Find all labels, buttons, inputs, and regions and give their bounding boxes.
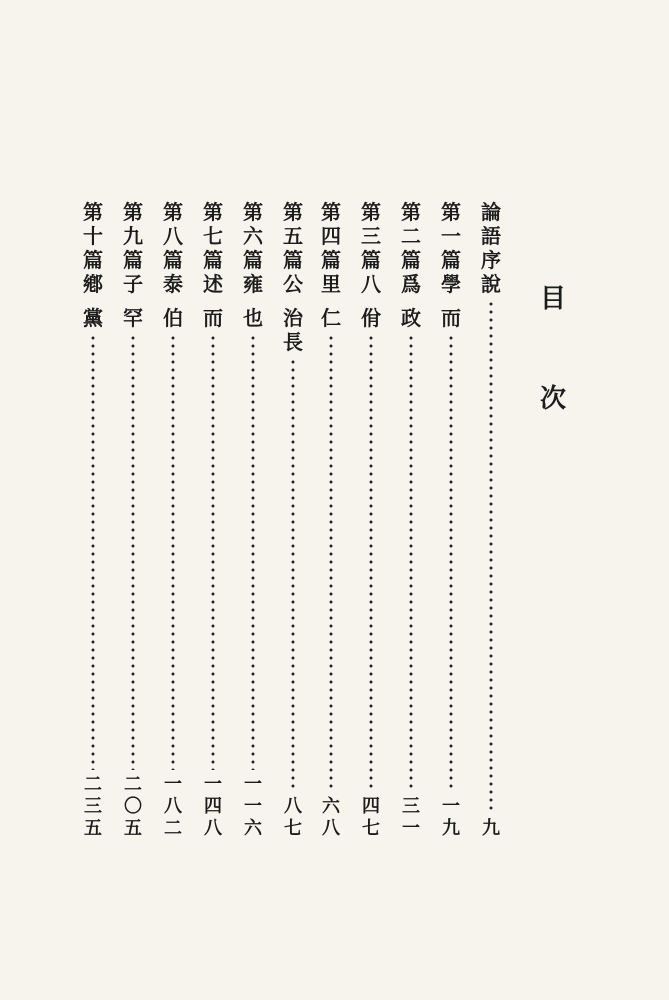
page-number: 四 七 [362,796,380,839]
dot-leader [369,334,373,792]
dot-leader [291,358,295,792]
toc-entry-10[interactable] [80,200,106,840]
entry-title: 第 七 篇 述 而 [203,200,223,330]
dot-leader [329,334,333,792]
dot-leader [449,334,453,792]
toc-entry-7[interactable] [200,200,226,840]
entry-title: 第 六 篇 雍 也 [243,200,263,330]
page-number: 八 七 [284,796,302,839]
page-number: 三 一 [402,796,420,839]
toc-entry-6[interactable] [240,200,266,840]
toc-entry-8[interactable] [160,200,186,840]
toc-entry-2[interactable] [398,200,424,840]
page-number: 九 [482,818,500,839]
entry-title: 第 三 篇 八 佾 [361,200,381,330]
page-number: 二 〇 五 [124,774,142,839]
toc-title [538,284,568,414]
toc-entry-1[interactable] [438,200,464,840]
page-number: 二 三 五 [84,774,102,839]
toc-entry-5[interactable] [280,200,306,840]
dot-leader [251,334,255,770]
entry-title: 第 十 篇 鄕 黨 [83,200,103,330]
page-number: 一 九 [442,796,460,839]
page-number: 六 八 [322,796,340,839]
dot-leader [131,334,135,770]
entry-title: 第 二 篇 爲 政 [401,200,421,330]
toc-entry-9[interactable] [120,200,146,840]
entry-title: 第 九 篇 子 罕 [123,200,143,330]
toc-title-char: 次 [539,384,566,414]
dot-leader [409,334,413,792]
toc-title-char: 目 [539,284,566,314]
dot-leader [171,334,175,770]
page-number: 一 八 二 [164,774,182,839]
toc-entry-4[interactable] [318,200,344,840]
entry-title: 第 四 篇 里 仁 [321,200,341,330]
page-number: 一 一 六 [244,774,262,839]
dot-leader [211,334,215,770]
page-number: 一 四 八 [204,774,222,839]
toc-entry-3[interactable] [358,200,384,840]
dot-leader [91,334,95,770]
toc-entry-preface[interactable] [478,200,504,840]
entry-title: 第 一 篇 學 而 [441,200,461,330]
entry-title: 論 語 序 說 [481,200,501,296]
entry-title: 第 五 篇 公 治 長 [283,200,303,354]
entry-title: 第 八 篇 泰 伯 [163,200,183,330]
dot-leader [489,300,493,814]
